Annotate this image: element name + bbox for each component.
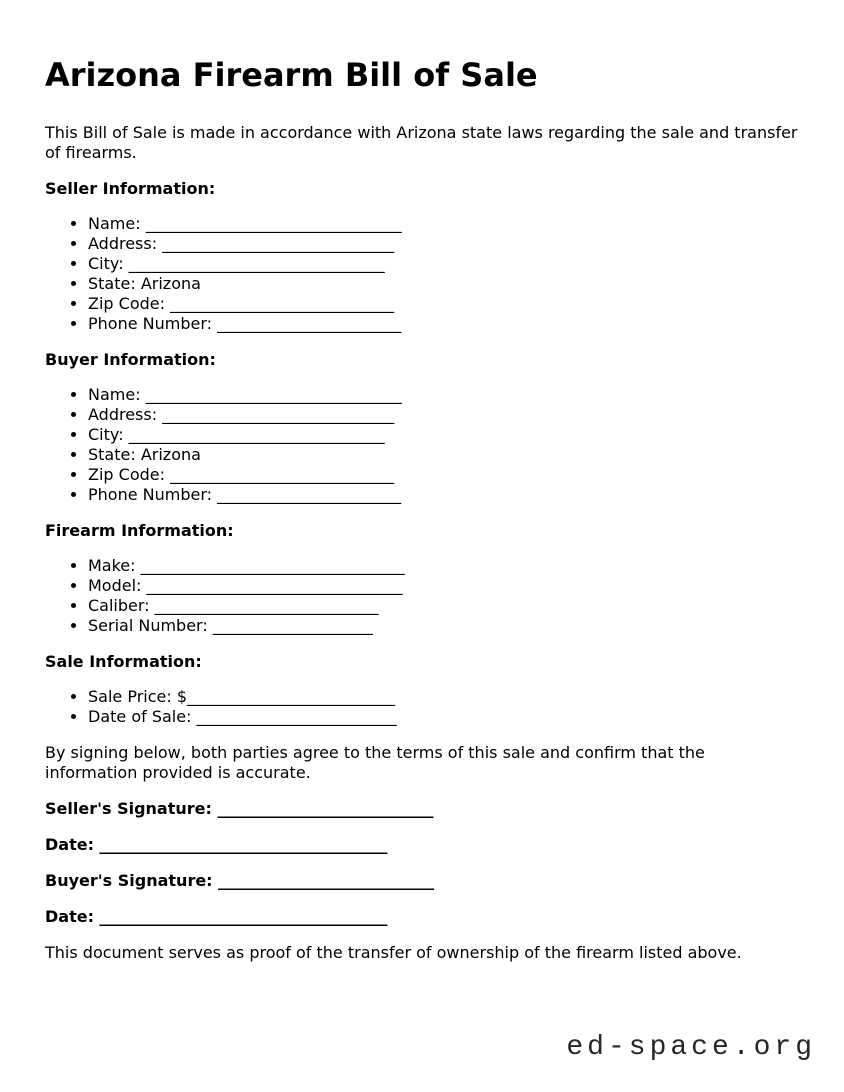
list-item [88,385,799,405]
blank-line: ___________________________ [217,799,434,819]
field-label: Name: [88,214,146,234]
list-item [88,314,799,334]
field-label: Phone Number: [88,314,218,334]
field-label: Serial Number: [88,616,213,636]
list-item [88,596,799,616]
section-heading-firearm: Firearm Information: [45,521,234,541]
list-item [88,616,799,636]
intro-paragraph: This Bill of Sale is made in accordance with Arizona state laws regarding the sale and transfer of firearms. [45,123,798,163]
blank-line: _________________________ [196,707,397,727]
section-heading-sale: Sale Information: [45,652,202,672]
field-label: Address: [88,405,163,425]
blank-line: ____________________________ [170,465,395,485]
field-label: Caliber: [88,596,155,616]
blank-line: ________________________________ [146,576,403,596]
field-label: State: Arizona [88,445,201,465]
list-item [88,465,799,485]
blank-line: ____________________ [212,616,373,636]
list-item [88,576,799,596]
field-label: Zip Code: [88,294,171,314]
closing-paragraph: This document serves as proof of the transfer of ownership of the firearm listed above. [45,943,742,963]
list-item [88,445,799,465]
field-label: Date of Sale: [88,707,197,727]
list-item [88,254,799,274]
sellers-signature-line [45,799,799,819]
seller-info-list [45,214,799,334]
field-label: Buyer's Signature: [45,871,219,891]
list-item [88,214,799,234]
section-heading-buyer: Buyer Information: [45,350,216,370]
field-label: Name: [88,385,146,405]
list-item [88,425,799,445]
list-item [88,294,799,314]
blank-line: ____________________________ [154,596,379,616]
blank-line: ________________________________ [128,254,385,274]
footer-brand: ed-space.org [566,1032,816,1063]
sale-info-list [45,687,799,727]
buyer-info-list [45,385,799,505]
list-item [88,405,799,425]
list-item [88,707,799,727]
field-label: City: [88,254,129,274]
list-item [88,687,799,707]
field-label: Address: [88,234,163,254]
list-item [88,234,799,254]
field-label: Make: [88,556,141,576]
blank-line: _______________________ [217,485,402,505]
section-heading-seller: Seller Information: [45,179,216,199]
blank-line: _________________________________ [140,556,405,576]
field-label: State: Arizona [88,274,201,294]
blank-line: ____________________________________ [99,835,388,855]
list-item [88,556,799,576]
blank-line: ________________________________ [145,385,402,405]
field-label: Sale Price: $ [88,687,188,707]
field-label: Zip Code: [88,465,171,485]
list-item [88,485,799,505]
firearm-info-list [45,556,799,636]
blank-line: __________________________ [187,687,396,707]
field-label: Model: [88,576,147,596]
buyer-date-line [45,907,799,927]
agreement-paragraph: By signing below, both parties agree to the terms of this sale and confirm that the information provided is accurate. [45,743,705,783]
blank-line: ________________________________ [145,214,402,234]
blank-line: ___________________________ [218,871,435,891]
blank-line: _______________________ [217,314,402,334]
list-item [88,274,799,294]
page-title: Arizona Firearm Bill of Sale [45,56,538,94]
blank-line: _____________________________ [162,234,395,254]
seller-date-line [45,835,799,855]
blank-line: _____________________________ [162,405,395,425]
blank-line: ________________________________ [128,425,385,445]
field-label: City: [88,425,129,445]
field-label: Date: [45,835,100,855]
field-label: Phone Number: [88,485,218,505]
buyers-signature-line [45,871,799,891]
blank-line: ____________________________________ [99,907,388,927]
blank-line: ____________________________ [170,294,395,314]
field-label: Date: [45,907,100,927]
field-label: Seller's Signature: [45,799,218,819]
